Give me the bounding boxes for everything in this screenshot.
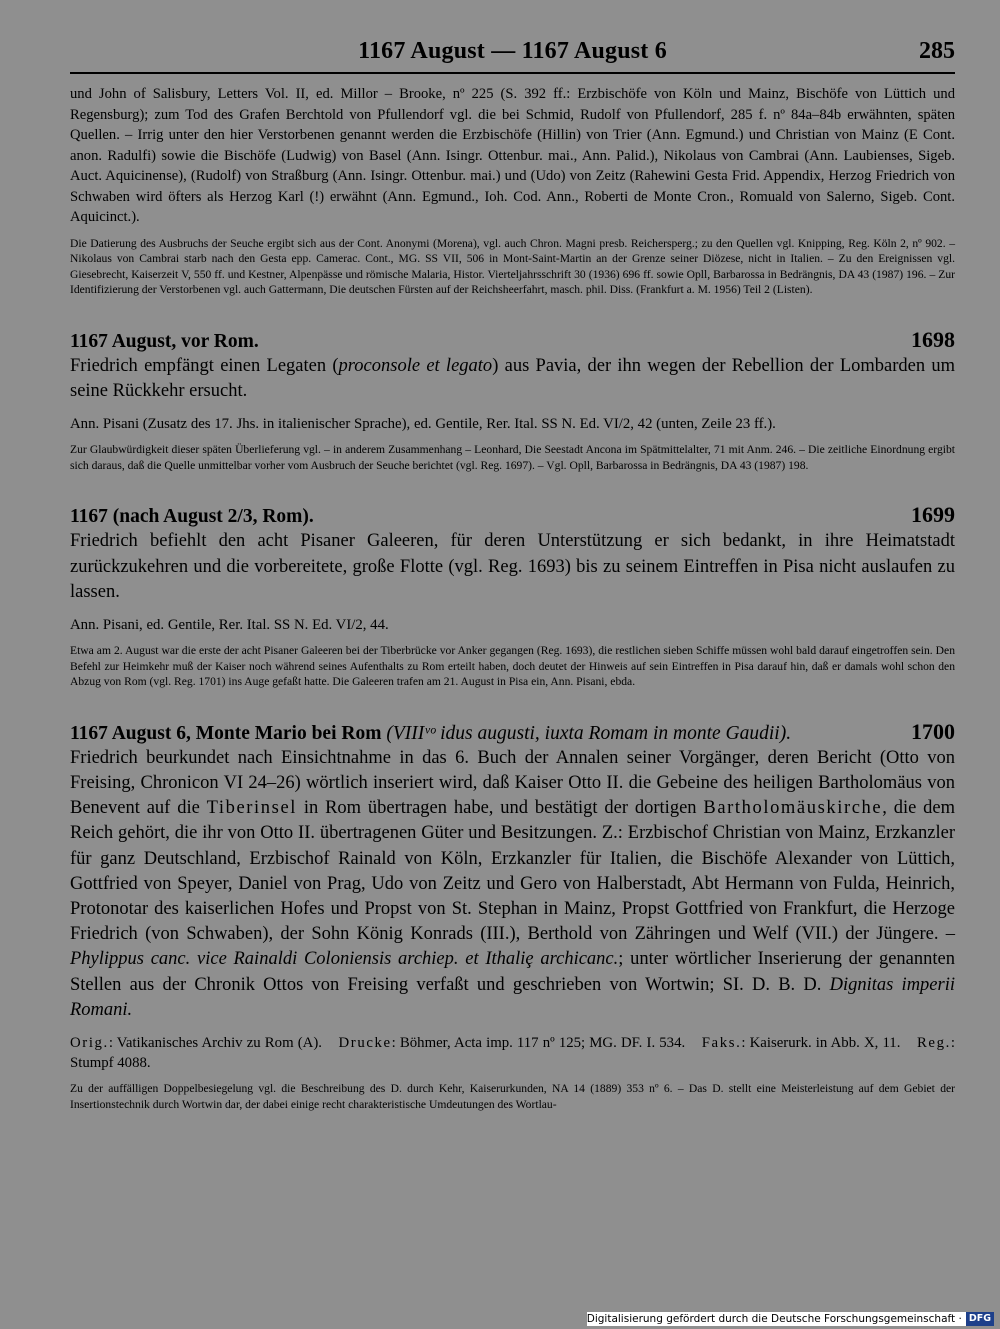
entry-date-place [70, 722, 791, 746]
regest-entry-1698 [70, 328, 955, 474]
page-header [70, 38, 955, 74]
continued-note: Die Datierung des Ausbruchs der Seuche ergibt sich aus der Cont. Anonymi (Morena), vgl. auch Chron. Magni presb. Reichersperg.; zu den Quellen vgl. Knipping, Reg. Köln 2, nº 902. – Nikolaus von Cambrai starb nach den Gesta epp. Camerac. Cont., MG. SS VII, 506 in Mont-Saint-Martin an der Grenze seiner Diözese, nicht in Italien. – Zu den Ereignissen vgl. Giesebrecht, Kaiserzeit V, 550 ff. und Kestner, Alpenpässe und römische Malaria, Histor. Vierteljahrsschrift 30 (1936) 696 ff. sowie Opll, Barbarossa in Bedrängnis, DA 43 (1987) 196. – Zur Identifizierung der Verstorbenen vgl. auch Gattermann, Die deutschen Fürsten auf der Reichsheerfahrt, masch. phil. Diss. (Frankfurt a. M. 1956) Teil 2 (Listen). [70, 236, 955, 297]
source-label: Faks. [701, 1035, 742, 1052]
source-text: : Kaiserurk. in Abb. X, 11. [741, 1035, 901, 1052]
source-text: : Stumpf 4088. [70, 1035, 956, 1072]
source-label: Reg. [916, 1035, 951, 1052]
entry-body [70, 354, 955, 404]
entry-note: Etwa am 2. August war die erste der acht Pisaner Galeeren bei der Tiberbrücke vor Anker gegangen (Reg. 1693), die restlichen sieben Schiffe müssen wohl bald darauf eingetroffen sein. Den Befehl zur Heimkehr muß der Kaiser noch während seines Aufenthalts zu Rom erteilt haben, doch deutet der Hinweis auf sein Eintreffen in Pisa darauf hin, daß er damals wohl schon den Abzug von Rom (vgl. Reg. 1701) ins Auge gefaßt hatte. Die Galeeren trafen am 21. August in Pisa ein, Ann. Pisani, ebda. [70, 644, 955, 689]
entry-number: 1698 [911, 326, 955, 352]
entry-note: Zu der auffälligen Doppelbesiegelung vgl. die Beschreibung des D. durch Kehr, Kaiserurkunden, NA 14 (1889) 353 nº 6. – Das D. stellt eine Meisterleistung auf dem Gebiet der Insertionstechnik durch Wortwin dar, der dabei einige recht charakteristische Umdeutungen des Wortlau- [70, 1082, 955, 1111]
entry-number: 1699 [911, 502, 955, 528]
entry-date-place: 1167 August, vor Rom. [70, 330, 259, 352]
entry-body-italic: proconsole et legato [338, 355, 493, 376]
source-text: : Böhmer, Acta imp. 117 nº 125; MG. DF. I. 534. [391, 1035, 686, 1052]
source-text: : Vatikanisches Archiv zu Rom (A). [108, 1035, 322, 1052]
entry-body-text: ; unter wörtlicher Inserierung der genannten Stellen aus der Chronik Ottos von Freising verfaßt und geschrieben von Wortwin; SI. D. B. D. [70, 949, 955, 995]
footer-text: Digitalisierung gefördert durch die Deutsche Forschungsgemeinschaft · [586, 1313, 962, 1325]
entry-body-text: ) aus Pavia, der ihn wegen der Rebellion der Lombarden um seine Rückkehr ersucht. [70, 355, 955, 402]
entry-body-text: Friedrich empfängt einen Legaten ( [70, 355, 339, 376]
page-number: 285 [919, 38, 955, 64]
entry-body-spaced: Bartholomäuskirche [703, 798, 883, 819]
entry-heading-text: 1167 August 6, Monte Mario bei Rom [70, 722, 382, 744]
running-title: 1167 August — 1167 August 6 [358, 38, 667, 64]
entry-source [70, 1033, 955, 1073]
entry-body-italic: Phylippus canc. vice Rainaldi Coloniensis archiep. et Ithaliȩ archicanc. [70, 949, 619, 970]
entry-body: Friedrich befiehlt den acht Pisaner Galeeren, für deren Unterstützung er sich bedankt, in ihre Heimatstadt zurückzukehren und die vorbereitete, große Flotte (vgl. Reg. 1693) bis zu seinem Eintreffen in Pisa nicht auslaufen zu lassen. [70, 531, 955, 602]
entry-heading [70, 503, 955, 529]
entry-source: Ann. Pisani (Zusatz des 17. Jhs. in italienischer Sprache), ed. Gentile, Rer. Ital. SS N. Ed. VI/2, 42 (unten, Zeile 23 ff.). [70, 416, 776, 433]
entry-date-place: 1167 (nach August 2/3, Rom). [70, 506, 314, 528]
regest-entry-1700 [70, 720, 955, 1112]
entry-body-text: Friedrich beurkundet nach Einsichtnahme in das 6. Buch der Annalen seiner Vorgänger, deren Bericht (Otto von Freising, Chronicon VI 24–26) wörtlich inseriert wird, daß Kaiser Otto II. die Gebeine des heiligen Bartholomäus von Benevent auf die [70, 747, 955, 819]
continued-paragraph: und John of Salisbury, Letters Vol. II, ed. Millor – Brooke, nº 225 (S. 392 ff.: Erzbischöfe von Köln und Mainz, Bischöfe von Lüttich und Regensburg); zum Tod des Grafen Berchtold von Pfullendorf vgl. die bei Schmid, Rudolf von Pfullendorf, 285 f. nº 84a–84b erwähnten, späten Quellen. – Irrig unter den hier Verstorbenen genannt werden die Erzbischöfe (Hillin) von Trier (Ann. Egmund.) und Christian von Mainz (E Cont. anon. Radulfi) sowie die Bischöfe (Ludwig) von Basel (Ann. Isingr. Ottenbur. mai., Ann. Palid.), Nikolaus von Cambrai (Ann. Laubienses, Sigeb. Auct. Aquicinense), (Rudolf) von Straßburg (Ann. Isingr. Ottenbur. mai.) und (Udo) von Zeitz (Rahewini Gesta Frid. Appendix, Herzog Friedrich von Schwaben wird öfters als Herzog Karl (!) erwähnt (Ann. Egmund., Ioh. Cod. Ann., Roberti de Monte Cron., Romuald von Salerno, Sigeb. Cont. Aquicinct.). [70, 86, 955, 225]
entry-heading-italic: (VIIIᵛᵒ idus augusti, iuxta Romam in monte Gaudii). [386, 722, 792, 744]
entry-body-italic: Dignitas imperii Romani. [70, 974, 955, 1020]
entry-note: Zur Glaubwürdigkeit dieser späten Überlieferung vgl. – in anderem Zusammenhang – Leonhard, Die Seestadt Ancona im Spätmittelalter, 71 mit Anm. 246. – Die zeitliche Einordnung ergibt sich daraus, daß die Quelle unmittelbar vorher vom Ausbruch der Seuche berichtet (vgl. Reg. 1697). – Vgl. Opll, Barbarossa in Bedrängnis, DA 43 (1987) 198. [70, 443, 955, 472]
source-label: Orig. [70, 1035, 109, 1052]
digitization-footer [587, 1312, 994, 1326]
entry-number: 1700 [911, 718, 955, 744]
entry-body-text: in Rom übertragen habe, und bestätigt der dortigen [297, 798, 704, 819]
source-label: Drucke [338, 1035, 392, 1052]
entry-heading [70, 720, 955, 746]
entry-heading [70, 328, 955, 354]
dfg-logo: DFG [966, 1312, 994, 1326]
entry-body-spaced: Tiberinsel [206, 798, 297, 819]
entry-source: Ann. Pisani, ed. Gentile, Rer. Ital. SS N. Ed. VI/2, 44. [70, 617, 389, 634]
entry-body [70, 746, 955, 1023]
entry-body-text: , die dem Reich gehört, die ihr von Otto II. übertragenen Güter und Besitzungen. Z.: Erzbischof Christian von Mainz, Erzkanzler für ganz Deutschland, Erzbischof Rainald von Köln, Erzkanzler für Italien, die Bischöfe Alexander von Lüttich, Gottfried von Speyer, Daniel von Prag, Udo von Zeitz und Gero von Halberstadt, Abt Hermann von Fulda, Heinrich, Protonotar des kaiserlichen Hofes und Propst von St. Stephan in Mainz, Propst Gottfried von Frankfurt, die Herzoge Friedrich (von Schwaben), der Sohn König Konrads (III.), Berthold von Zähringen und Welf (VII.) der Jüngere. – [70, 798, 955, 945]
regest-entry-1699 [70, 503, 955, 689]
